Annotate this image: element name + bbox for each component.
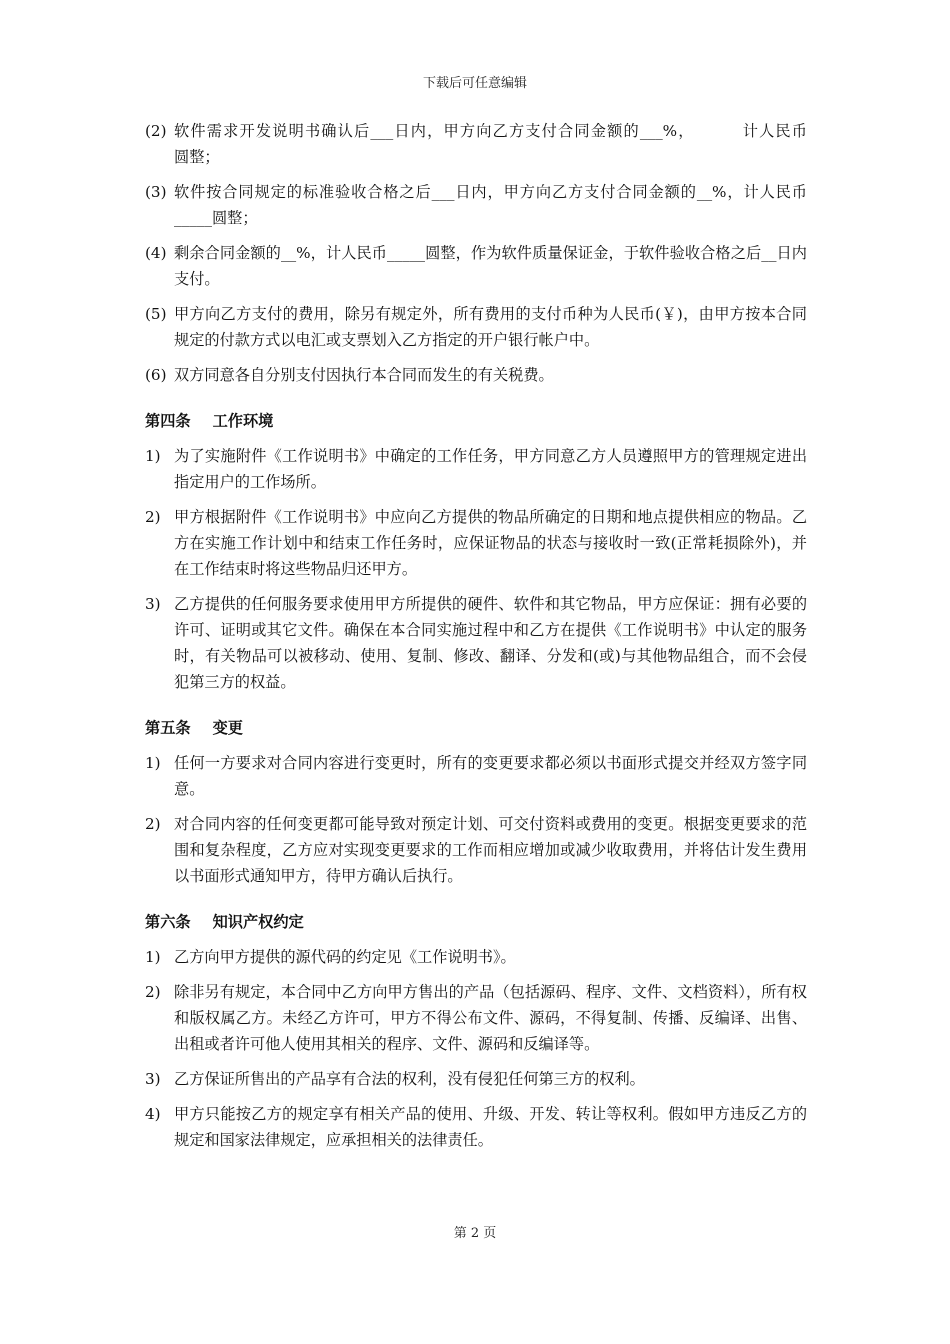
item-number: (6) xyxy=(145,366,167,384)
section-title: 知识产权约定 xyxy=(212,913,304,931)
section-title: 工作环境 xyxy=(212,412,274,430)
item-number: 1) xyxy=(145,948,161,966)
item-text: 为了实施附件《工作说明书》中确定的工作任务，甲方同意乙方人员遵照甲方的管理规定进出指定用户的工作场所。 xyxy=(174,447,807,491)
document-body xyxy=(145,118,846,1162)
item-number: 1) xyxy=(145,447,161,465)
list-item xyxy=(145,750,807,802)
page-header: 下载后可任意编辑 xyxy=(422,76,527,91)
list-item xyxy=(145,591,807,695)
item-text: 软件按合同规定的标准验收合格之后___日内，甲方向乙方支付合同金额的__%，计人民币_____圆整； xyxy=(174,183,807,227)
section-heading xyxy=(145,909,807,935)
item-number: 2) xyxy=(145,508,161,526)
item-number: 3) xyxy=(145,595,161,613)
item-text: 甲方向乙方支付的费用，除另有规定外，所有费用的支付币种为人民币(￥)，由甲方按本合同规定的付款方式以电汇或支票划入乙方指定的开户银行帐户中。 xyxy=(174,305,807,349)
list-item xyxy=(145,1066,807,1092)
item-number: 2) xyxy=(145,815,161,833)
item-text: 甲方根据附件《工作说明书》中应向乙方提供的物品所确定的日期和地点提供相应的物品。乙方在实施工作计划中和结束工作任务时，应保证物品的状态与接收时一致(正常耗损除外)，并在工作结束时将这些物品归还甲方。 xyxy=(174,508,807,578)
item-number: 2) xyxy=(145,983,161,1001)
section-label: 第四条 xyxy=(145,412,191,430)
item-number: 3) xyxy=(145,1070,161,1088)
item-text: 甲方只能按乙方的规定享有相关产品的使用、升级、开发、转让等权利。假如甲方违反乙方的规定和国家法律规定，应承担相关的法律责任。 xyxy=(174,1105,807,1149)
section-label: 第六条 xyxy=(145,913,191,931)
page-number: 第 2 页 xyxy=(453,1226,497,1241)
item-text: 任何一方要求对合同内容进行变更时，所有的变更要求都必须以书面形式提交并经双方签字同意。 xyxy=(174,754,807,798)
item-text: 对合同内容的任何变更都可能导致对预定计划、可交付资料或费用的变更。根据变更要求的范围和复杂程度，乙方应对实现变更要求的工作而相应增加或减少收取费用，并将估计发生费用以书面形式通知甲方，待甲方确认后执行。 xyxy=(174,815,807,885)
item-number: (2) xyxy=(145,122,167,140)
item-text: 乙方向甲方提供的源代码的约定见《工作说明书》。 xyxy=(174,948,516,966)
section-title: 变更 xyxy=(212,719,243,737)
list-item xyxy=(145,362,807,388)
item-text: 乙方保证所售出的产品享有合法的权利，没有侵犯任何第三方的权利。 xyxy=(174,1070,645,1088)
item-text: 乙方提供的任何服务要求使用甲方所提供的硬件、软件和其它物品，甲方应保证：拥有必要的许可、证明或其它文件。确保在本合同实施过程中和乙方在提供《工作说明书》中认定的服务时，有关物品可以被移动、使用、复制、修改、翻译、分发和(或)与其他物品组合，而不会侵犯第三方的权益。 xyxy=(174,595,807,691)
list-item xyxy=(145,301,807,353)
item-text: 除非另有规定，本合同中乙方向甲方售出的产品（包括源码、程序、文件、文档资料），所有权和版权属乙方。未经乙方许可，甲方不得公布文件、源码，不得复制、传播、反编译、出售、出租或者许可他人使用其相关的程序、文件、源码和反编译等。 xyxy=(174,983,807,1053)
section-label: 第五条 xyxy=(145,719,191,737)
list-item xyxy=(145,979,807,1057)
item-number: (4) xyxy=(145,244,167,262)
item-number: 1) xyxy=(145,754,161,772)
list-item xyxy=(145,179,807,231)
item-text: 双方同意各自分别支付因执行本合同而发生的有关税费。 xyxy=(174,366,554,384)
item-number: 4) xyxy=(145,1105,161,1123)
section-heading xyxy=(145,715,807,741)
section-heading xyxy=(145,408,807,434)
list-item xyxy=(145,811,807,889)
item-number: (3) xyxy=(145,183,167,201)
list-item xyxy=(145,1101,807,1153)
item-text: 软件需求开发说明书确认后___日内，甲方向乙方支付合同金额的___%， 计人民币 圆整； xyxy=(174,122,846,166)
list-item xyxy=(145,944,807,970)
list-item xyxy=(145,118,846,170)
item-text: 剩余合同金额的__%，计人民币_____圆整，作为软件质量保证金，于软件验收合格之后__日内支付。 xyxy=(174,244,807,288)
list-item xyxy=(145,443,807,495)
item-number: (5) xyxy=(145,305,167,323)
list-item xyxy=(145,504,807,582)
list-item xyxy=(145,240,807,292)
